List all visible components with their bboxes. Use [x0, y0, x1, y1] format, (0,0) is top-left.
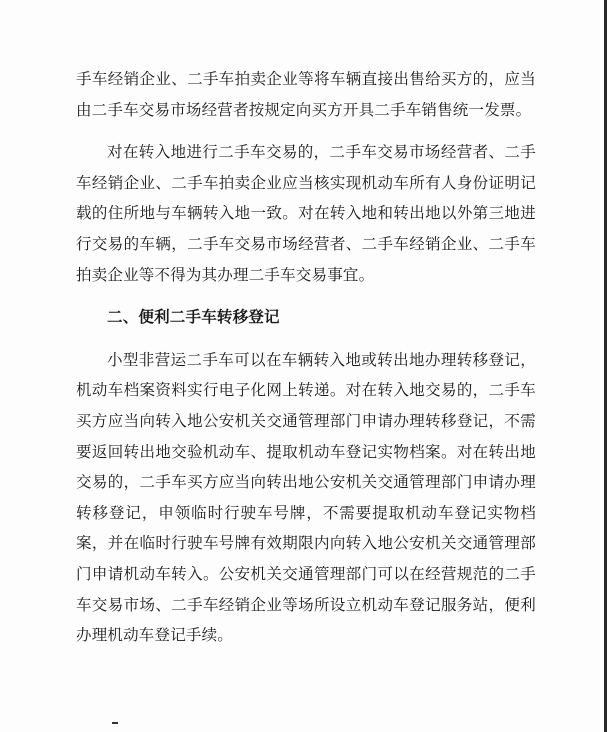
section-heading: 二、便利二手车转移登记: [107, 308, 280, 327]
document-body: [76, 64, 536, 663]
paragraph-continuation: 手车经销企业、二手车拍卖企业等将车辆直接出售给买方的，应当由二手车交易市场经营者按规定向买方开具二手车销售统一发票。: [76, 70, 536, 119]
paragraph-transfer-registration: 小型非营运二手车可以在车辆转入地或转出地办理转移登记，机动车档案资料实行电子化网上转递。对在转入地交易的，二手车买方应当向转入地公安机关交通管理部门申请办理转移登记，不需要返回转出地交验机动车、提取机动车登记实物档案。对在转出地交易的，二手车买方应当向转出地公安机关交通管理部门申请办理转移登记，申领临时行驶车号牌，不需要提取机动车登记实物档案，并在临时行驶车号牌有效期限内向转入地公安机关交通管理部门申请机动车转入。公安机关交通管理部门可以在经营规范的二手车交易市场、二手车经销企业等场所设立机动车登记服务站，便利办理机动车登记手续。: [76, 350, 536, 645]
scan-mark: [112, 722, 118, 724]
paragraph-transfer-location: 对在转入地进行二手车交易的，二手车交易市场经营者、二手车经销企业、二手车拍卖企业应当核实现机动车所有人身份证明记载的住所地与车辆转入地一致。对在转入地和转出地以外第三地进行交易的车辆，二手车交易市场经营者、二手车经销企业、二手车拍卖企业等不得为其办理二手车交易事宜。: [76, 143, 536, 284]
